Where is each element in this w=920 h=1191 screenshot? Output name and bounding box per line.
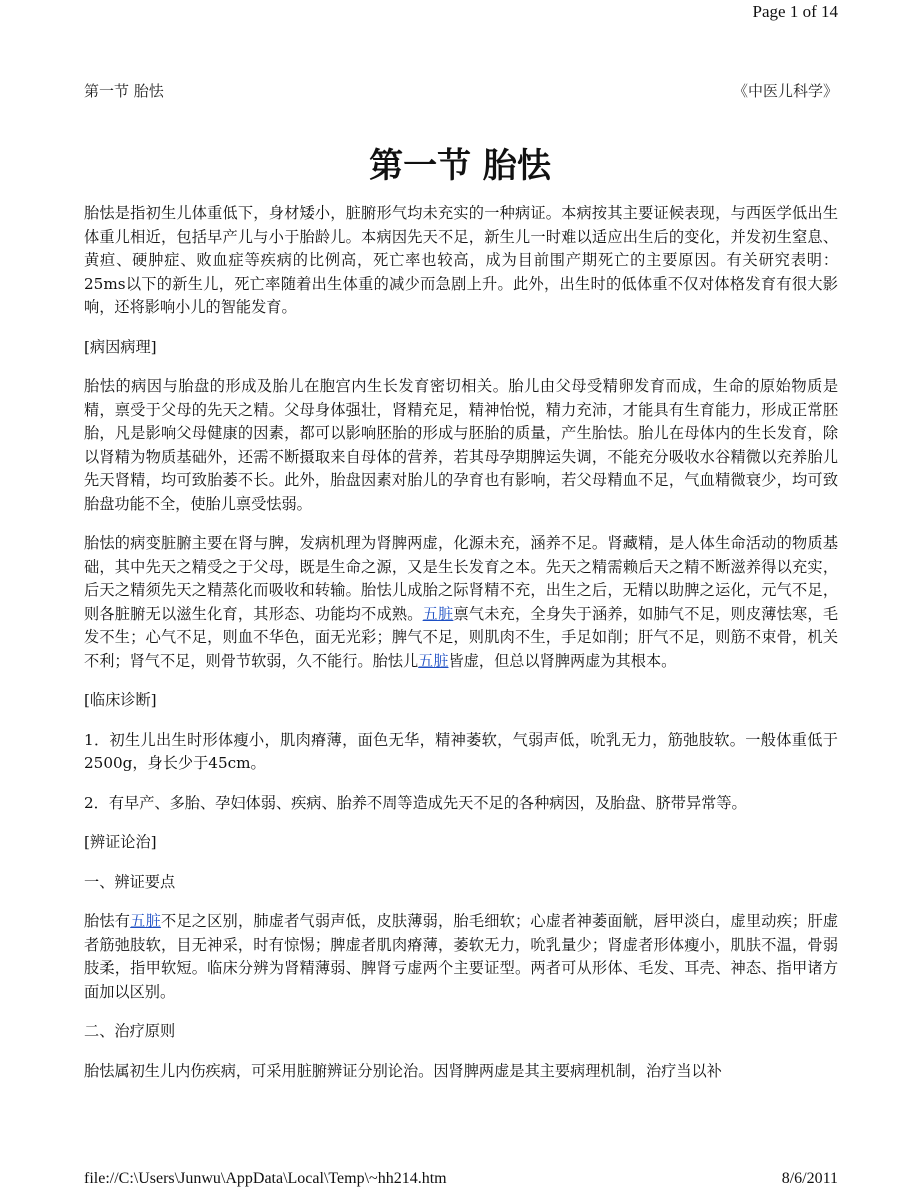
running-header: [84, 80, 838, 101]
page-number: Page 1 of 14: [752, 2, 838, 21]
wuzang-link[interactable]: 五脏: [130, 912, 161, 930]
page-title: 第一节 胎怯: [369, 146, 551, 186]
footer-date: 8/6/2011: [781, 1170, 838, 1187]
section-heading-diagnosis: [临床诊断]: [84, 691, 157, 709]
subheading-treatment-principle: 二、治疗原则: [84, 1022, 176, 1040]
etiology-text-b: 禀气未充，全身失于涵养，如肺气不足，则皮薄怯寒，毛发不生；心气不足，则血不华色，面无光彩；脾气不足，则肌肉不生，手足如削；肝气不足，则筋不束骨，机关不利；肾气不足，则骨节软弱，久不能行。胎怯儿: [84, 604, 839, 670]
section-heading-treatment: [辨证论治]: [84, 833, 157, 851]
points-text-a: 胎怯有: [84, 912, 131, 930]
diagnosis-item-2: 2．有早产、多胎、孕妇体弱、疾病、胎养不周等造成先天不足的各种病因，及胎盘、脐带异常等。: [84, 793, 747, 812]
section-heading-etiology: [病因病理]: [84, 337, 157, 356]
document-body: [84, 202, 838, 1099]
header-book-title: 《中医儿科学》: [732, 82, 838, 100]
points-text-b: 不足之区别，肺虚者气弱声低，皮肤薄弱，胎毛细软；心虚者神萎面觥，唇甲淡白，虚里动疾；肝虚者筋弛肢软，目无神采，时有惊惕；脾虚者肌肉瘠薄，萎软无力，吮乳量少；肾虚者形体瘦小，肌肤不温，骨弱肢柔，指甲软短。临床分辨为肾精薄弱、脾肾亏虚两个主要证型。两者可从形体、毛发、耳壳、神态、指甲诸方面加以区别。: [84, 912, 839, 1001]
subheading-key-points: 一、辨证要点: [84, 872, 176, 891]
footer-file-path: file://C:\Users\Junwu\AppData\Local\Temp\~hh214.htm: [84, 1170, 447, 1187]
etiology-paragraph-2: [84, 532, 838, 673]
etiology-text-c: 皆虚，但总以肾脾两虚为其根本。: [448, 651, 677, 670]
principle-paragraph: 胎怯属初生儿内伤疾病，可采用脏腑辨证分别论治。因肾脾两虚是其主要病理机制，治疗当以补: [84, 1061, 722, 1080]
key-points-paragraph: [84, 910, 838, 1004]
intro-paragraph: 胎怯是指初生儿体重低下，身材矮小，脏腑形气均未充实的一种病证。本病按其主要证候表现，与西医学低出生体重儿相近，包括早产儿与小于胎龄儿。本病因先天不足，新生儿一时难以适应出生后的变化，并发初生窒息、黄疸、硬肿症、败血症等疾病的比例高，死亡率也较高，成为目前围产期死亡的主要原因。有关研究表明：25ms以下的新生儿，死亡率随着出生体重的减少而急剧上升。此外，出生时的低体重不仅对体格发育有很大影响，还将影响小儿的智能发育。: [84, 204, 838, 316]
diagnosis-item-1: 1．初生儿出生时形体瘦小，肌肉瘠薄，面色无华，精神萎软，气弱声低，吮乳无力，筋弛肢软。一般体重低于2500g，身长少于45cm。: [84, 730, 838, 772]
header-section-title: 第一节 胎怯: [84, 82, 164, 100]
wuzang-link[interactable]: 五脏: [418, 651, 449, 670]
wuzang-link[interactable]: 五脏: [422, 604, 454, 623]
etiology-paragraph-1: 胎怯的病因与胎盘的形成及胎儿在胞宫内生长发育密切相关。胎儿由父母受精卵发育而成，生命的原始物质是精，禀受于父母的先天之精。父母身体强壮，肾精充足，精神怡悦，精力充沛，才能具有生育能力，形成正常胚胎，凡是影响父母健康的因素，都可以影响胚胎的形成与胚胎的质量，产生胎怯。胎儿在母体内的生长发育，除以肾精为物质基础外，还需不断摄取来自母体的营养，若其母孕期脾运失调，不能充分吸收水谷精微以充养胎儿先天肾精，均可致胎萎不长。此外，胎盘因素对胎儿的孕育也有影响，若父母精血不足，气血精微衰少，均可致胎盘功能不全，使胎儿禀受怯弱。: [84, 377, 838, 513]
etiology-text-a: 胎怯的病变脏腑主要在肾与脾，发病机理为肾脾两虚，化源未充，涵养不足。肾藏精，是人体生命活动的物质基础，其中先天之精受之于父母，既是生命之源，又是生长发育之本。先天之精需赖后天之精不断滋养得以充实，后天之精须先天之精蒸化而吸收和转输。胎怯儿成胎之际肾精不充，出生之后，无精以助脾之运化，元气不足，则各脏腑无以滋生化育，其形态、功能均不成熟。: [84, 534, 838, 623]
